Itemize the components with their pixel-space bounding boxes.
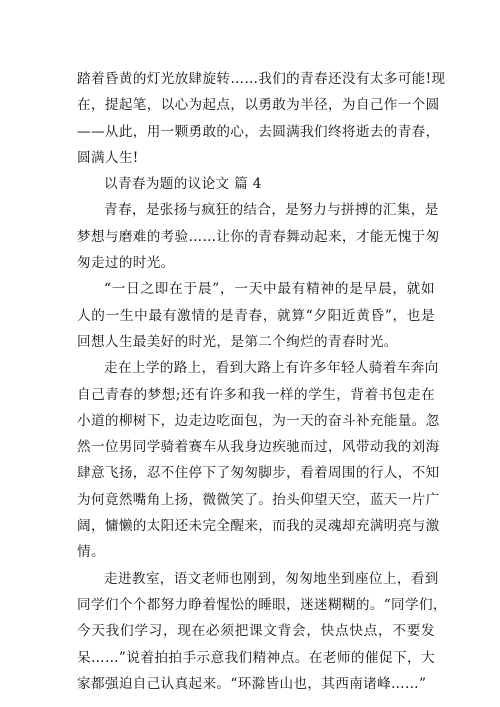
text-line: 圆满人生! [77,149,139,166]
text-line: 小道的柳树下，边走边吃面包，为一天的奋斗补充能量。忽 [77,412,440,429]
text-line: 在，提起笔，以心为起点，以勇敢为半径，为自己作一个圆 [77,97,440,114]
text-line: 肆意飞扬，忍不住停下了匆匆脚步，看着周围的行人，不知 [77,465,440,482]
text-line: 青春，是张扬与疯狂的结合，是努力与拼搏的汇集，是 [104,202,439,219]
section-heading: 以青春为题的议论文 篇 4 [104,176,262,193]
text-line: ——从此，用一颗勇敢的心，去圆满我们终将逝去的青春， [77,123,440,140]
paragraph-1 [77,66,446,171]
text-line: 自己青春的梦想;还有许多和我一样的学生，背着书包走在 [77,386,435,403]
text-line: 回想人生最美好的时光，是第二个绚烂的青春时光。 [77,333,398,350]
text-line: “一日之即在于晨”，一天中最有精神的是早晨，就如 [104,281,435,298]
paragraph-5 [77,566,447,697]
text-line: 梦想与磨难的考验……让你的青春舞动起来，才能无愧于匆 [77,228,440,245]
text-line: 同学们个个都努力睁着惺忪的睡眼，迷迷糊糊的。“同学们， [77,596,447,613]
text-line: 走进教室，语文老师也刚到，匆匆地坐到座位上，看到 [104,570,439,587]
text-line: 人的一生中最有激情的是青春，就算“夕阳近黄昏”，也是 [77,307,435,324]
text-line: 家都强迫自己认真起来。“环滁皆山也，其西南诸峰……” [77,675,427,692]
paragraph-2 [77,197,440,276]
text-line: 走在上学的路上，看到大路上有许多年轻人骑着车奔向 [104,360,439,377]
paragraph-3 [77,276,435,355]
text-line: 匆走过的时光。 [77,255,175,272]
text-line: 情。 [77,544,105,561]
document-body [77,66,447,697]
text-line: 呆……”说着拍拍手示意我们精神点。在老师的催促下，大 [77,649,435,666]
text-line: 然一位男同学骑着赛车从我身边疾驰而过，风带动我的刘海 [77,439,440,456]
text-line: 今天我们学习，现在必须把课文背会，快点快点，不要发 [77,623,435,640]
text-line: 阔，慵懒的太阳还未完全醒来，而我的灵魂却充满明亮与激 [77,518,440,535]
paragraph-4 [77,355,440,565]
text-line: 踏着昏黄的灯光放肆旋转……我们的青春还没有太多可能!现 [77,71,446,87]
text-line: 为何竟然嘴角上扬，微微笑了。抬头仰望天空，蓝天一片广 [77,491,440,508]
